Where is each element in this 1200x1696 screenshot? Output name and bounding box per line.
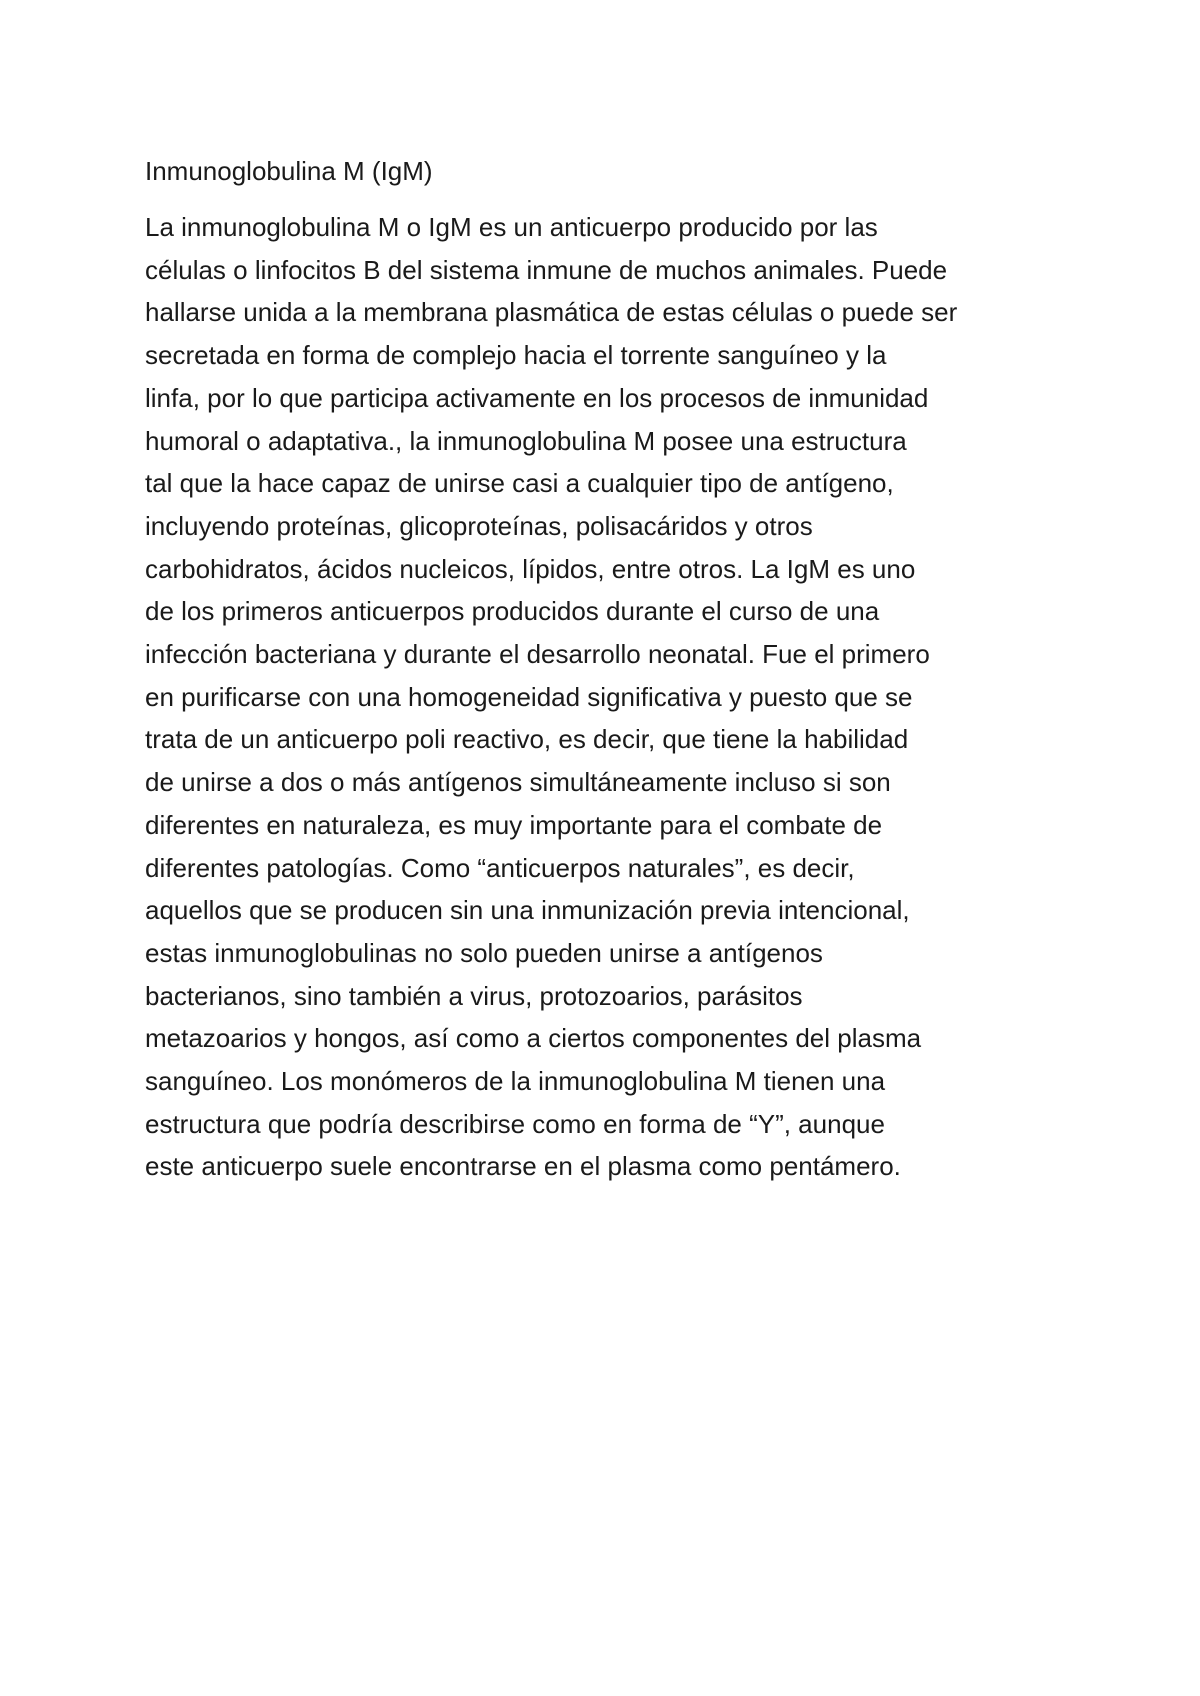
paragraph-line: estas inmunoglobulinas no solo pueden unirse a antígenos <box>145 937 823 968</box>
paragraph-line: diferentes en naturaleza, es muy importante para el combate de <box>145 809 883 840</box>
paragraph-line: tal que la hace capaz de unirse casi a cualquier tipo de antígeno, <box>145 468 894 499</box>
paragraph-line: sanguíneo. Los monómeros de la inmunoglobulina M tienen una <box>145 1066 886 1097</box>
paragraph-line: secretada en forma de complejo hacia el torrente sanguíneo y la <box>145 340 887 371</box>
paragraph-line: en purificarse con una homogeneidad significativa y puesto que se <box>145 681 913 712</box>
paragraph-line: incluyendo proteínas, glicoproteínas, polisacáridos y otros <box>145 510 813 541</box>
paragraph-line: metazoarios y hongos, así como a ciertos componentes del plasma <box>145 1023 922 1054</box>
paragraph-line: aquellos que se producen sin una inmunización previa intencional, <box>145 895 910 926</box>
document-title: Inmunoglobulina M (IgM) <box>145 156 433 186</box>
paragraph-line: estructura que podría describirse como en forma de “Y”, aunque <box>145 1108 885 1139</box>
paragraph-line: carbohidratos, ácidos nucleicos, lípidos, entre otros. La IgM es uno <box>145 553 916 584</box>
paragraph-line: de unirse a dos o más antígenos simultáneamente incluso si son <box>145 767 891 798</box>
paragraph-line: hallarse unida a la membrana plasmática de estas células o puede ser <box>145 297 958 328</box>
paragraph-line: células o linfocitos B del sistema inmune de muchos animales. Puede <box>145 254 948 285</box>
paragraph-line: linfa, por lo que participa activamente en los procesos de inmunidad <box>145 382 929 413</box>
paragraph-line: infección bacteriana y durante el desarrollo neonatal. Fue el primero <box>145 639 930 670</box>
paragraph-line: de los primeros anticuerpos producidos durante el curso de una <box>145 596 880 627</box>
body-paragraph <box>145 206 1085 1188</box>
paragraph-line: humoral o adaptativa., la inmunoglobulina M posee una estructura <box>145 425 907 456</box>
paragraph-line: trata de un anticuerpo poli reactivo, es decir, que tiene la habilidad <box>145 724 909 755</box>
paragraph-line: La inmunoglobulina M o IgM es un anticuerpo producido por las <box>145 212 878 242</box>
paragraph-line: este anticuerpo suele encontrarse en el plasma como pentámero. <box>145 1151 901 1182</box>
document-content <box>145 150 1085 1188</box>
paragraph-line: diferentes patologías. Como “anticuerpos naturales”, es decir, <box>145 852 855 883</box>
paragraph-line: bacterianos, sino también a virus, protozoarios, parásitos <box>145 980 803 1011</box>
